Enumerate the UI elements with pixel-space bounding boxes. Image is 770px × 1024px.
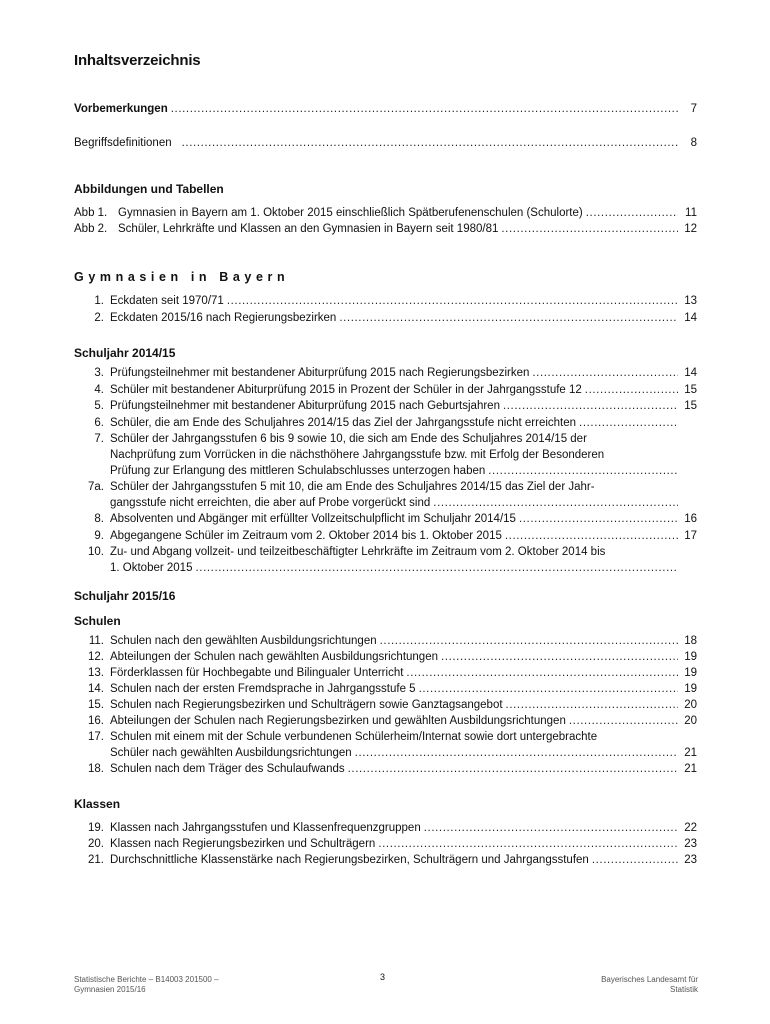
toc-entry-label: Schüler der Jahrgangsstufen 6 bis 9 sowie 10, die sich am Ende des Schuljahres 2014/15 der xyxy=(110,433,587,445)
toc-entry-label: Schüler, Lehrkräfte und Klassen an den Gymnasien in Bayern seit 1980/81 xyxy=(118,223,499,235)
leader-dots xyxy=(441,650,678,666)
toc-entry[interactable] xyxy=(74,762,697,778)
toc-entry-label: Gymnasien in Bayern am 1. Oktober 2015 einschließlich Spätberufenenschulen (Schulorte) xyxy=(118,207,583,219)
leader-dots xyxy=(506,698,678,714)
leader-dots xyxy=(532,366,678,382)
toc-page-number: 11 xyxy=(685,207,697,219)
leader-dots xyxy=(424,821,678,837)
toc-page-number: 13 xyxy=(684,295,697,307)
toc-entry[interactable] xyxy=(74,416,697,432)
toc-entry[interactable] xyxy=(74,730,697,762)
toc-page-number: 8 xyxy=(690,137,697,149)
toc-entry-number: 19. xyxy=(88,822,104,834)
leader-dots xyxy=(406,666,678,682)
leader-dots xyxy=(433,496,678,512)
toc-entry-label: Schüler mit bestandener Abiturprüfung 2015 in Prozent der Schüler in der Jahrgangsstufe 12 xyxy=(110,383,582,396)
toc-entry-number: 14. xyxy=(88,683,104,695)
toc-page-number: 21 xyxy=(684,762,697,775)
leader-dots xyxy=(519,512,678,528)
toc-entry-label: 1. Oktober 2015 xyxy=(110,562,193,575)
toc-entry-number: 7. xyxy=(94,433,104,445)
toc-entry[interactable] xyxy=(74,853,697,869)
toc-entry-number: Abb 1. xyxy=(74,207,108,219)
toc-page-number: 20 xyxy=(684,715,697,727)
toc-entry-number: 18. xyxy=(88,762,104,775)
toc-entry-vorbemerkungen[interactable] xyxy=(74,102,697,118)
toc-entry-number: Abb 2. xyxy=(74,223,108,235)
toc-entry[interactable] xyxy=(74,698,697,714)
leader-dots xyxy=(579,416,678,432)
toc-entry-label: Schüler, die am Ende des Schuljahres 2014/15 das Ziel der Jahrgangsstufe nicht erreichten xyxy=(110,416,577,429)
toc-entry-label: Förderklassen für Hochbegabte und Bilingualer Unterricht xyxy=(110,667,404,679)
subsection-heading-schulen: Schulen xyxy=(74,614,121,628)
toc-entry-number: 21. xyxy=(88,854,104,866)
toc-entry-label: Klassen nach Regierungsbezirken und Schulträgern xyxy=(110,838,376,850)
toc-entry-number: 12. xyxy=(88,651,104,663)
toc-page-number: 17 xyxy=(684,529,697,542)
toc-page-number: 15 xyxy=(684,400,697,412)
section-heading-schuljahr-2014-15: Schuljahr 2014/15 xyxy=(74,346,176,360)
leader-dots xyxy=(195,561,678,577)
toc-entry-label: Eckdaten seit 1970/71 xyxy=(110,295,224,307)
leader-dots xyxy=(503,399,678,415)
leader-dots xyxy=(586,206,678,222)
toc-page-number: 20 xyxy=(684,699,697,711)
toc-entry[interactable] xyxy=(74,837,697,853)
toc-page-number: 23 xyxy=(684,838,697,850)
toc-entry-label: Abteilungen der Schulen nach Regierungsbezirken und gewählten Ausbildungsrichtungen xyxy=(110,715,566,727)
toc-entry-label: Zu- und Abgang vollzeit- und teilzeitbeschäftigter Lehrkräfte im Zeitraum vom 2. Oktober 2014 bis xyxy=(110,546,606,559)
toc-entry-label: Prüfungsteilnehmer mit bestandener Abiturprüfung 2015 nach Regierungsbezirken xyxy=(110,367,530,379)
toc-entry[interactable] xyxy=(74,529,697,545)
toc-entry-label: Abteilungen der Schulen nach gewählten Ausbildungsrichtungen xyxy=(110,651,438,663)
section-heading-abbildungen: Abbildungen und Tabellen xyxy=(74,182,224,196)
toc-entry-label: Schüler der Jahrgangsstufen 5 mit 10, die am Ende des Schuljahres 2014/15 das Ziel der Jahr- xyxy=(110,481,595,494)
toc-entry-label: Schulen mit einem mit der Schule verbundenen Schülerheim/Internat sowie dort untergebrachte xyxy=(110,731,598,743)
toc-page-number: 19 xyxy=(684,651,697,663)
toc-entry[interactable] xyxy=(74,714,697,730)
toc-entry-label: Nachprüfung zum Vorrücken in die nächsthöhere Jahrgangsstufe bzw. mit Erfolg der Besonderen xyxy=(110,448,605,461)
toc-entry-label: Begriffsdefinitionen xyxy=(74,137,172,149)
footer-publisher-2: Statistik xyxy=(669,985,698,994)
toc-entry-label: Schulen nach dem Träger des Schulaufwands xyxy=(110,762,345,775)
footer-left xyxy=(74,975,219,995)
toc-entry[interactable] xyxy=(74,383,697,399)
toc-page-number: 19 xyxy=(684,683,697,695)
page-number: 3 xyxy=(380,972,386,982)
toc-entry-label: Prüfung zur Erlangung des mittleren Schulabschlusses unterzogen haben xyxy=(110,464,486,477)
leader-dots xyxy=(380,634,678,650)
toc-entry-label: Eckdaten 2015/16 nach Regierungsbezirken xyxy=(110,311,337,324)
toc-entry-begriffsdefinitionen[interactable] xyxy=(74,136,697,152)
toc-entry-number: 17. xyxy=(88,731,104,743)
footer-series: Statistische Berichte – B14003 201500 – xyxy=(74,975,219,984)
toc-page-number: 23 xyxy=(684,854,697,866)
leader-dots xyxy=(355,746,678,762)
toc-entry-label: Schulen nach der ersten Fremdsprache in Jahrgangsstufe 5 xyxy=(110,683,416,695)
section-heading-gymnasien: Gymnasien in Bayern xyxy=(74,270,290,284)
leader-dots xyxy=(592,853,678,869)
toc-entry[interactable] xyxy=(74,634,697,650)
leader-dots xyxy=(419,682,678,698)
leader-dots xyxy=(488,464,678,480)
toc-page-number: 21 xyxy=(684,746,697,759)
leader-dots xyxy=(569,714,678,730)
footer-publisher: Bayerisches Landesamt für xyxy=(601,975,698,984)
toc-entry-number: 3. xyxy=(94,367,104,379)
toc-entry[interactable] xyxy=(74,545,697,577)
toc-entry-number: 20. xyxy=(88,838,104,850)
toc-entry-number: 9. xyxy=(94,529,104,542)
leader-dots xyxy=(171,102,678,118)
toc-entry[interactable] xyxy=(74,682,697,698)
toc-entry-number: 16. xyxy=(88,715,104,727)
toc-entry-label: gangsstufe nicht erreichten, die aber auf Probe vorgerückt sind xyxy=(110,496,431,509)
leader-dots xyxy=(339,311,678,327)
leader-dots xyxy=(227,294,678,310)
toc-entry-number: 7a. xyxy=(88,481,104,494)
toc-entry[interactable] xyxy=(74,512,697,528)
toc-entry-number: 6. xyxy=(94,416,104,429)
toc-entry-abb1[interactable] xyxy=(74,206,697,222)
toc-entry[interactable] xyxy=(74,650,697,666)
toc-page-number: 14 xyxy=(684,311,697,324)
toc-page-number: 16 xyxy=(684,513,697,526)
toc-page-number: 14 xyxy=(684,367,697,379)
toc-entry-number: 13. xyxy=(88,667,104,679)
toc-entry-label: Vorbemerkungen xyxy=(74,103,168,115)
toc-entry-label: Schulen nach Regierungsbezirken und Schulträgern sowie Ganztagsangebot xyxy=(110,699,503,711)
footer-title: Gymnasien 2015/16 xyxy=(74,985,146,994)
toc-entry-number: 5. xyxy=(94,400,104,412)
toc-page-number: 12 xyxy=(684,223,697,235)
leader-dots xyxy=(505,529,678,545)
leader-dots xyxy=(501,222,678,238)
subsection-heading-klassen: Klassen xyxy=(74,797,121,811)
toc-entry-number: 10. xyxy=(88,546,104,559)
toc-page-number: 19 xyxy=(684,667,697,679)
toc-entry-abb2[interactable] xyxy=(74,222,697,238)
toc-entry[interactable] xyxy=(74,666,697,682)
section-heading-schuljahr-2015-16: Schuljahr 2015/16 xyxy=(74,589,176,603)
leader-dots xyxy=(348,762,678,778)
toc-entry-number: 15. xyxy=(88,699,104,711)
leader-dots xyxy=(182,136,678,152)
toc-entry-number: 8. xyxy=(94,513,104,526)
toc-entry-label: Absolventen und Abgänger mit erfüllter Vollzeitschulpflicht im Schuljahr 2014/15 xyxy=(110,513,516,526)
toc-entry[interactable] xyxy=(74,399,697,415)
toc-entry-number: 1. xyxy=(94,295,104,307)
toc-entry-number: 2. xyxy=(94,311,104,324)
page-title: Inhaltsverzeichnis xyxy=(74,52,201,69)
leader-dots xyxy=(378,837,678,853)
toc-entry[interactable] xyxy=(74,311,697,327)
toc-entry-label: Durchschnittliche Klassenstärke nach Regierungsbezirken, Schulträgern und Jahrgangsstufen xyxy=(110,854,589,866)
toc-entry[interactable] xyxy=(74,480,697,512)
toc-entry[interactable] xyxy=(74,294,697,310)
toc-entry[interactable] xyxy=(74,432,697,479)
footer-right xyxy=(601,975,698,995)
toc-entry-label: Schüler nach gewählten Ausbildungsrichtungen xyxy=(110,746,352,759)
toc-entry-label: Klassen nach Jahrgangsstufen und Klassenfrequenzgruppen xyxy=(110,822,421,834)
toc-page-number: 18 xyxy=(684,635,697,647)
toc-entry-number: 4. xyxy=(94,383,104,396)
toc-page-number: 15 xyxy=(684,383,697,396)
leader-dots xyxy=(585,383,678,399)
toc-entry-label: Schulen nach den gewählten Ausbildungsrichtungen xyxy=(110,635,377,647)
toc-entry-label: Abgegangene Schüler im Zeitraum vom 2. Oktober 2014 bis 1. Oktober 2015 xyxy=(110,529,502,542)
toc-entry-label: Prüfungsteilnehmer mit bestandener Abiturprüfung 2015 nach Geburtsjahren xyxy=(110,400,500,412)
toc-entry[interactable] xyxy=(74,821,697,837)
toc-entry[interactable] xyxy=(74,366,697,382)
toc-entry-number: 11. xyxy=(88,635,104,647)
toc-page-number: 22 xyxy=(684,822,697,834)
toc-page-number: 7 xyxy=(690,103,697,115)
